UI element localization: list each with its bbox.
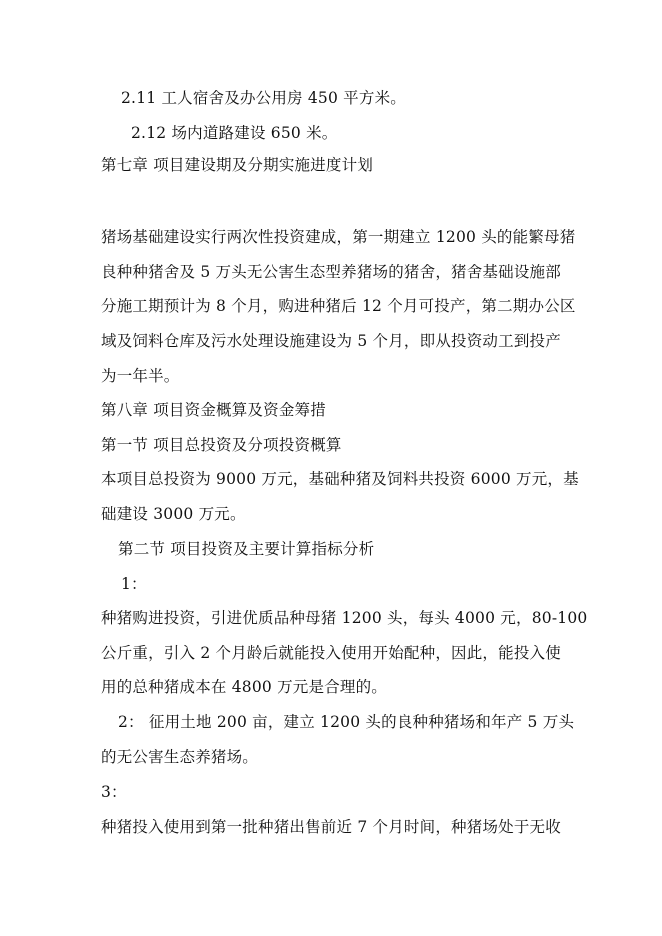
item-2-12: 2.12 场内道路建设 650 米。 <box>131 124 338 142</box>
paragraph-line: 猪场基础建设实行两次性投资建成，第一期建立 1200 头的能繁母猪 <box>101 228 576 246</box>
paragraph-line: 种猪购进投资，引进优质品种母猪 1200 头，每头 4000 元，80-100 <box>101 609 588 627</box>
paragraph-line: 本项目总投资为 9000 万元，基础种猪及饲料共投资 6000 万元，基 <box>101 470 579 488</box>
item-2-11: 2.11 工人宿舍及办公用房 450 平方米。 <box>121 89 406 107</box>
paragraph-line: 种猪投入使用到第一批种猪出售前近 7 个月时间，种猪场处于无收 <box>101 818 561 836</box>
item-3-label: 3： <box>101 783 127 801</box>
section-1-heading: 第一节 项目总投资及分项投资概算 <box>101 436 342 454</box>
chapter-7-heading: 第七章 项目建设期及分期实施进度计划 <box>101 156 374 174</box>
paragraph-line: 为一年半。 <box>101 367 180 385</box>
paragraph-line: 础建设 3000 万元。 <box>101 505 246 523</box>
paragraph-line: 分施工期预计为 8 个月，购进种猪后 12 个月可投产，第二期办公区 <box>101 297 576 315</box>
chapter-8-heading: 第八章 项目资金概算及资金筹措 <box>101 401 326 419</box>
section-2-heading: 第二节 项目投资及主要计算指标分析 <box>118 540 375 558</box>
paragraph-line: 域及饲料仓库及污水处理设施建设为 5 个月，即从投资动工到投产 <box>101 332 561 350</box>
paragraph-line: 用的总种猪成本在 4800 万元是合理的。 <box>101 678 388 696</box>
paragraph-line: 的无公害生态养猪场。 <box>101 748 259 766</box>
paragraph-line: 公斤重，引入 2 个月龄后就能投入使用开始配种，因此，能投入使 <box>101 644 561 662</box>
paragraph-line: 2： 征用土地 200 亩，建立 1200 头的良种种猪场和年产 5 万头 <box>118 713 575 731</box>
paragraph-line: 良种种猪舍及 5 万头无公害生态型养猪场的猪舍，猪舍基础设施部 <box>101 263 561 281</box>
item-1-label: 1： <box>121 575 147 593</box>
